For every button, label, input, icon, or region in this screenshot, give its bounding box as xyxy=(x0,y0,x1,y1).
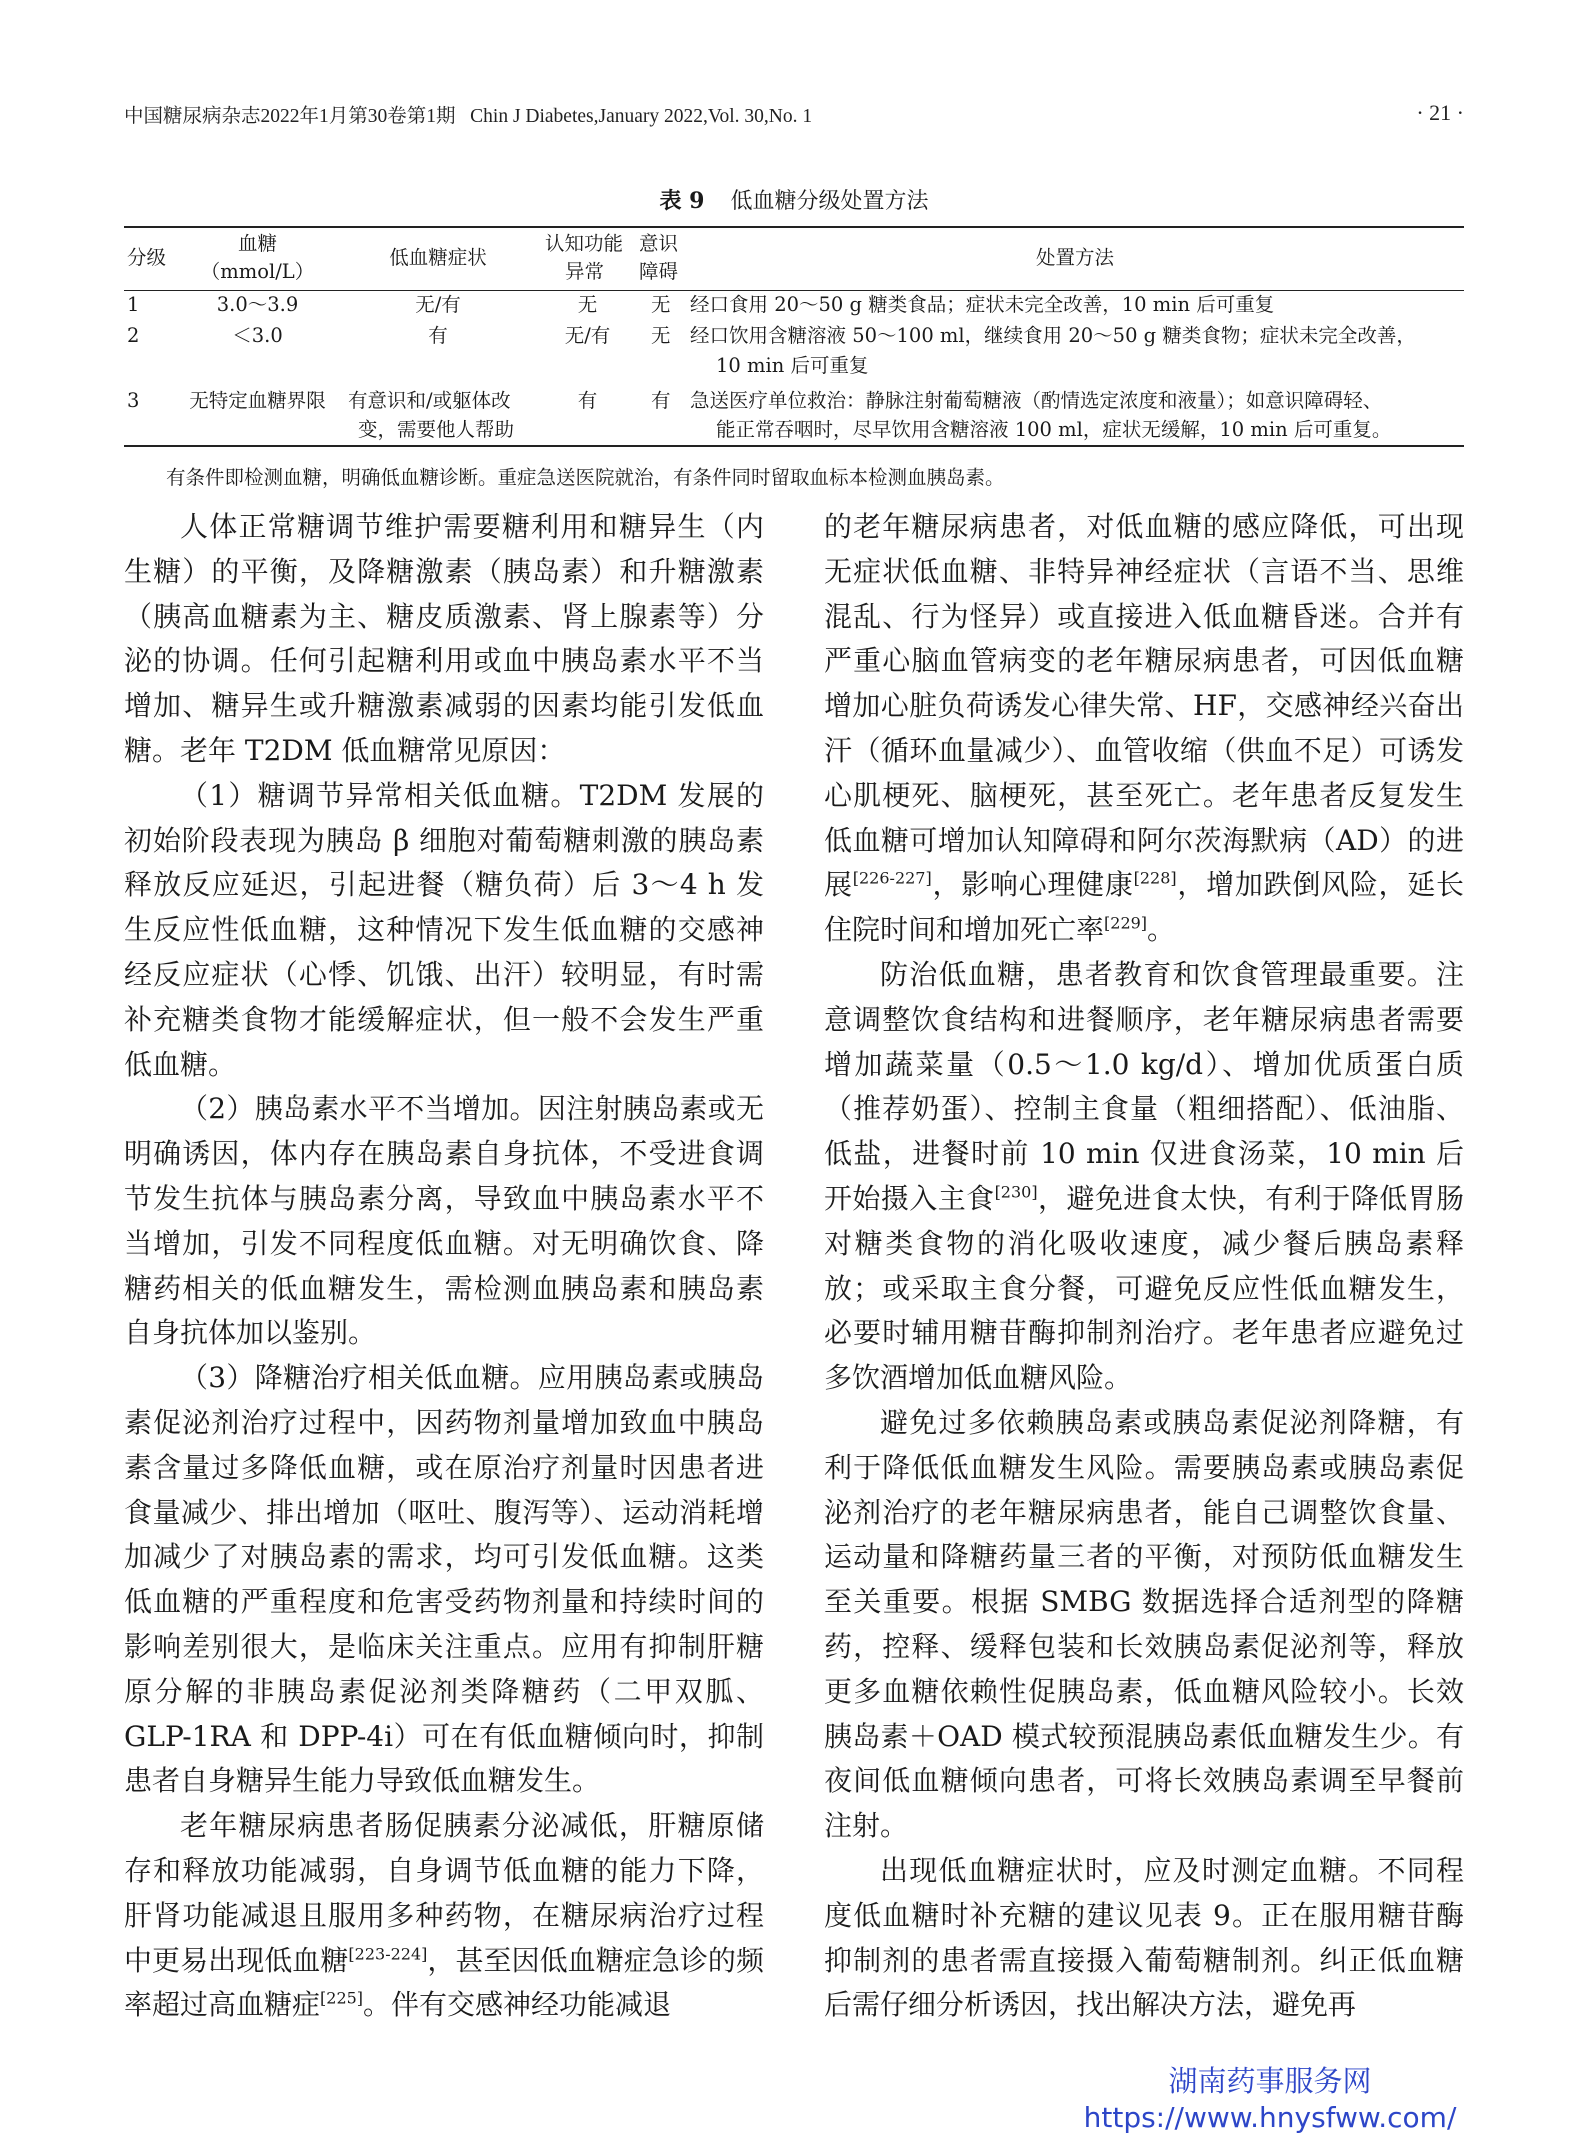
paragraph-text: ，避免进食太快，有利于降低胃肠对糖类食物的消化吸收速度，减少餐后胰岛素释放；或采取主食分餐，可避免反应性低血糖发生，必要时辅用糖苷酶抑制剂治疗。老年患者应避免过多饮酒增加低血糖风险。 xyxy=(824,1181,1464,1395)
citation: [230] xyxy=(994,1182,1038,1202)
header-cognitive-2: 异常 xyxy=(565,260,605,283)
paragraph-text: ，影响心理健康 xyxy=(931,868,1134,902)
cell-consciousness: 有 xyxy=(651,389,671,412)
paragraph-text: 。 xyxy=(1147,913,1176,947)
body-column-right xyxy=(824,505,1464,2028)
cell-consciousness: 无 xyxy=(651,293,671,316)
cell-treatment: 经口饮用含糖溶液 50～100 ml，继续食用 20～50 g 糖类食物；症状未完全改善， xyxy=(690,324,1416,347)
cell-treatment: 经口食用 20～50 g 糖类食品；症状未完全改善，10 min 后可重复 xyxy=(690,293,1275,316)
paragraph: 避免过多依赖胰岛素或胰岛素促泌剂降糖，有利于降低低血糖发生风险。需要胰岛素或胰岛素促泌剂治疗的老年糖尿病患者，能自己调整饮食量、运动量和降糖药量三者的平衡，对预防低血糖发生至关重要。根据 SMBG 数据选择合适剂型的降糖药，控释、缓释包装和长效胰岛素促泌剂等，释放更多血糖依赖性促胰岛素，低血糖风险较小。长效胰岛素＋OAD 模式较预混胰岛素低血糖发生少。有夜间低血糖倾向患者，可将长效胰岛素调至早餐前注射。 xyxy=(824,1405,1464,1843)
header-treatment: 处置方法 xyxy=(1035,246,1114,269)
journal-cn: 中国糖尿病杂志2022年1月第30卷第1期 xyxy=(124,106,456,127)
header-grade: 分级 xyxy=(127,246,167,269)
running-header xyxy=(124,100,1464,128)
cell-treatment: 10 min 后可重复 xyxy=(716,354,869,377)
header-glucose-1: 血糖 xyxy=(237,232,277,255)
paragraph-text: 防治低血糖，患者教育和饮食管理最重要。注意调整饮食结构和进餐顺序，老年糖尿病患者需要增加蔬菜量（0.5～1.0 kg/d）、增加优质蛋白质（推荐奶蛋）、控制主食量（粗细搭配）、低油脂、低盐，进餐时前 10 min 仅进食汤菜，10 min 后开始摄入主食 xyxy=(824,957,1464,1215)
table-label: 表 9 xyxy=(659,188,705,214)
cell-grade: 1 xyxy=(127,293,140,316)
watermark xyxy=(1045,2062,1495,2136)
citation: [228] xyxy=(1133,869,1177,889)
cell-symptoms: 变，需要他人帮助 xyxy=(358,418,515,441)
header-consciousness-2: 障碍 xyxy=(639,260,679,283)
cell-symptoms: 有意识和/或躯体改 xyxy=(348,389,511,412)
table-top-rule xyxy=(124,226,1464,228)
table-title xyxy=(124,184,1464,215)
paragraph-text: 的老年糖尿病患者，对低血糖的感应降低，可出现无症状低血糖、非特异神经症状（言语不当、思维混乱、行为怪异）或直接进入低血糖昏迷。合并有严重心脑血管病变的老年糖尿病患者，可因低血糖增加心脏负荷诱发心律失常、HF，交感神经兴奋出汗（循环血量减少）、血管收缩（供血不足）可诱发心肌梗死、脑梗死，甚至死亡。老年患者反复发生低血糖可增加认知障碍和阿尔茨海默病（AD）的进展 xyxy=(824,510,1464,902)
cell-symptoms: 无/有 xyxy=(415,293,461,316)
paragraph: （1）糖调节异常相关低血糖。T2DM 发展的初始阶段表现为胰岛 β 细胞对葡萄糖刺激的胰岛素释放反应延迟，引起进餐（糖负荷）后 3～4 h 发生反应性低血糖，这种情况下发生低血糖的交感神经反应症状（心悸、饥饿、出汗）较明显，有时需补充糖类食物才能缓解症状，但一般不会发生严重低血糖。 xyxy=(124,778,764,1081)
cell-glucose: ＜3.0 xyxy=(232,324,283,347)
paragraph: 人体正常糖调节维护需要糖利用和糖异生（内生糖）的平衡，及降糖激素（胰岛素）和升糖激素（胰高血糖素为主、糖皮质激素、肾上腺素等）分泌的协调。任何引起糖利用或血中胰岛素水平不当增加、糖异生或升糖激素减弱的因素均能引发低血糖。老年 T2DM 低血糖常见原因： xyxy=(124,510,764,767)
paragraph-text: ，甚至因低血糖症急诊的频率超过高血糖症 xyxy=(124,1943,764,2022)
paragraph: （2）胰岛素水平不当增加。因注射胰岛素或无明确诱因，体内存在胰岛素自身抗体，不受进食调节发生抗体与胰岛素分离，导致血中胰岛素水平不当增加，引发不同程度低血糖。对无明确饮食、降糖药相关的低血糖发生，需检测血胰岛素和胰岛素自身抗体加以鉴别。 xyxy=(124,1092,764,1350)
paragraph-text: 。伴有交感神经功能减退 xyxy=(363,1988,672,2022)
watermark-url: https://www.hnysfww.com/ xyxy=(1083,2101,1457,2134)
citation: [229] xyxy=(1104,913,1148,933)
paragraph: 出现低血糖症状时，应及时测定血糖。不同程度低血糖时补充糖的建议见表 9。正在服用糖苷酶抑制剂的患者需直接摄入葡萄糖制剂。纠正低血糖后需仔细分析诱因，找出解决方法，避免再 xyxy=(824,1853,1464,2022)
header-symptoms: 低血糖症状 xyxy=(389,246,487,269)
cell-treatment: 急送医疗单位救治：静脉注射葡萄糖液（酌情选定浓度和液量）；如意识障碍轻、 xyxy=(690,389,1383,412)
citation: [226-227] xyxy=(852,869,932,889)
paragraph-text: ，增加跌倒风险，延长住院时间和增加死亡率 xyxy=(824,868,1464,947)
cell-cognitive: 有 xyxy=(577,389,598,412)
header-cognitive-1: 认知功能 xyxy=(545,232,624,255)
cell-symptoms: 有 xyxy=(428,324,448,347)
header-glucose-2: （mmol/L） xyxy=(200,260,315,283)
paragraph xyxy=(824,953,1464,1401)
page-number: · 21 · xyxy=(1416,100,1464,125)
paragraph: （3）降糖治疗相关低血糖。应用胰岛素或胰岛素促泌剂治疗过程中，因药物剂量增加致血中胰岛素含量过多降低血糖，或在原治疗剂量时因患者进食量减少、排出增加（呕吐、腹泻等）、运动消耗增加减少了对胰岛素的需求，均可引发低血糖。这类低血糖的严重程度和危害受药物剂量和持续时间的影响差别很大，是临床关注重点。应用有抑制肝糖原分解的非胰岛素促泌剂类降糖药（二甲双胍、GLP-1RA 和 DPP-4i）可在有低血糖倾向时，抑制患者自身糖异生能力导致低血糖发生。 xyxy=(124,1361,764,1798)
cell-glucose: 3.0～3.9 xyxy=(216,293,299,316)
cell-treatment: 能正常吞咽时，尽早饮用含糖溶液 100 ml，症状无缓解，10 min 后可重复。 xyxy=(716,418,1392,441)
cell-grade: 3 xyxy=(127,389,140,412)
body-column-left xyxy=(124,505,764,2028)
paragraph-text: 老年糖尿病患者肠促胰素分泌减低，肝糖原储存和释放功能减弱，自身调节低血糖的能力下降，肝肾功能减退且服用多种药物，在糖尿病治疗过程中更易出现低血糖 xyxy=(124,1809,764,1977)
table-footnote: 有条件即检测血糖，明确低血糖诊断。重症急送医院就治，有条件同时留取血标本检测血胰岛素。 xyxy=(166,466,1005,489)
table-bottom-rule xyxy=(124,445,1464,447)
watermark-name: 湖南药事服务网 xyxy=(1168,2064,1372,2098)
paragraph xyxy=(124,1804,764,2028)
cell-glucose: 无特定血糖界限 xyxy=(189,389,326,412)
paragraph xyxy=(824,505,1464,953)
cell-cognitive: 无 xyxy=(577,293,598,316)
header-consciousness-1: 意识 xyxy=(639,232,679,255)
table-caption: 低血糖分级处置方法 xyxy=(730,189,929,214)
cell-consciousness: 无 xyxy=(651,324,671,347)
cell-cognitive: 无/有 xyxy=(564,324,611,347)
citation: [225] xyxy=(320,1988,364,2008)
cell-grade: 2 xyxy=(127,324,140,347)
journal-en: Chin J Diabetes,January 2022,Vol. 30,No. 1 xyxy=(470,106,813,127)
citation: [223-224] xyxy=(348,1944,428,1964)
